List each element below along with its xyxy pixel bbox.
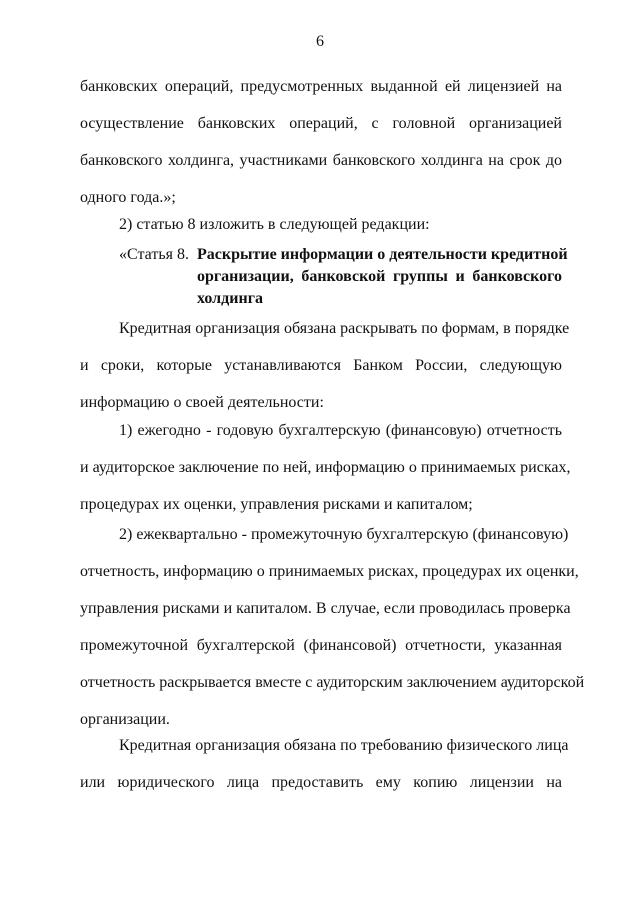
article-label: «Статья 8.	[119, 246, 189, 263]
article-title	[197, 244, 568, 310]
text-line: банковских операций, предусмотренных выданной ей лицензией на	[80, 78, 562, 95]
list-item-quarterly	[80, 516, 585, 738]
page-number: 6	[316, 33, 324, 50]
paragraph-license-copy	[80, 727, 569, 801]
title-line: организации, банковской группы и банковского	[197, 268, 562, 285]
title-line: холдинга	[197, 290, 263, 307]
text-line: информацию о своей деятельности:	[80, 394, 324, 411]
text-line: отчетность раскрывается вместе с аудиторским заключением аудиторской	[80, 674, 585, 691]
title-line: Раскрытие информации о деятельности кредитной	[197, 246, 568, 263]
text-line: и сроки, которые устанавливаются Банком России, следующую	[80, 357, 562, 374]
text-line: организации.	[80, 711, 170, 728]
text-line: Кредитная организация обязана раскрывать по формам, в порядке	[119, 320, 570, 337]
paragraph-continuation	[80, 68, 562, 216]
list-item-annual	[80, 412, 571, 523]
paragraph-disclosure-obligation	[80, 310, 570, 421]
amendment-item-2	[80, 206, 562, 243]
text-line: отчетность, информацию о принимаемых рисках, процедурах их оценки,	[80, 563, 579, 580]
text-line: процедурах их оценки, управления рисками и капиталом;	[80, 496, 473, 513]
text-line: 2) статью 8 изложить в следующей редакции:	[119, 216, 430, 233]
text-line: промежуточной бухгалтерской (финансовой) отчетности, указанная	[80, 637, 562, 654]
text-line: банковского холдинга, участниками банковского холдинга на срок до	[80, 152, 562, 169]
text-line: осуществление банковских операций, с головной организацией	[80, 115, 562, 132]
text-line: или юридического лица предоставить ему копию лицензии на	[80, 774, 562, 791]
text-line: 2) ежеквартально - промежуточную бухгалтерскую (финансовую)	[119, 526, 569, 543]
text-line: одного года.»;	[80, 189, 176, 206]
text-line: и аудиторское заключение по ней, информацию о принимаемых рисках,	[80, 459, 571, 476]
text-line: Кредитная организация обязана по требованию физического лица	[119, 737, 569, 754]
text-line: 1) ежегодно - годовую бухгалтерскую (финансовую) отчетность	[119, 422, 562, 439]
text-line: управления рисками и капиталом. В случае, если проводилась проверка	[80, 600, 571, 617]
